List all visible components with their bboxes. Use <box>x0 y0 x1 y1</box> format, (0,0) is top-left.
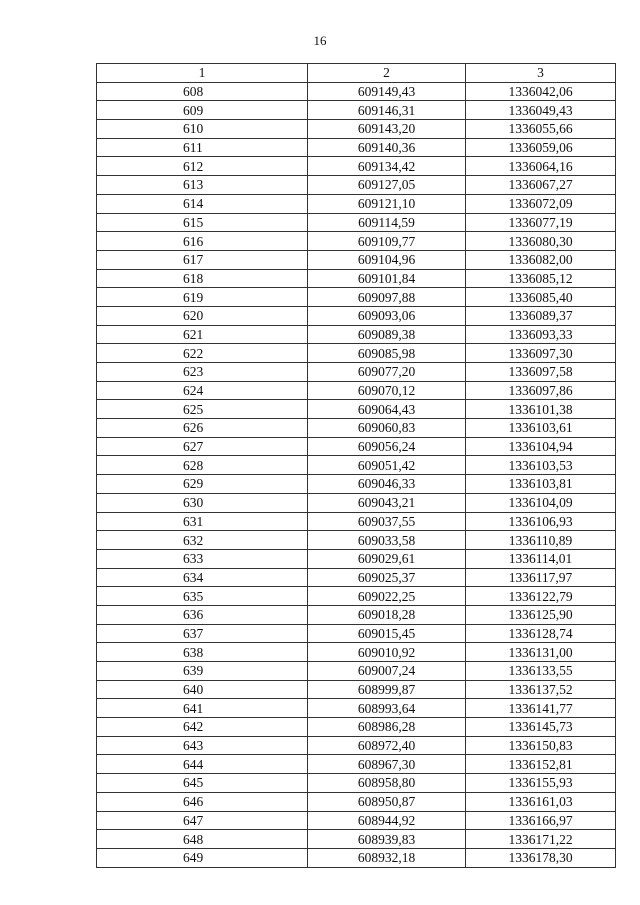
y-coordinate-cell: 1336067,27 <box>466 176 616 195</box>
table-row <box>97 699 616 718</box>
point-number-cell: 638 <box>97 643 308 662</box>
x-coordinate-cell: 608944,92 <box>308 811 466 830</box>
x-coordinate-cell: 609104,96 <box>308 250 466 269</box>
x-coordinate-cell: 609029,61 <box>308 549 466 568</box>
point-number-cell: 626 <box>97 419 308 438</box>
x-coordinate-cell: 609089,38 <box>308 325 466 344</box>
y-coordinate-cell: 1336106,93 <box>466 512 616 531</box>
table-row <box>97 419 616 438</box>
y-coordinate-cell: 1336104,94 <box>466 437 616 456</box>
x-coordinate-cell: 608972,40 <box>308 736 466 755</box>
y-coordinate-cell: 1336093,33 <box>466 325 616 344</box>
point-number-cell: 635 <box>97 587 308 606</box>
table-row <box>97 232 616 251</box>
y-coordinate-cell: 1336152,81 <box>466 755 616 774</box>
y-coordinate-cell: 1336104,09 <box>466 493 616 512</box>
table-row <box>97 120 616 139</box>
table-row <box>97 512 616 531</box>
y-coordinate-cell: 1336085,40 <box>466 288 616 307</box>
x-coordinate-cell: 609127,05 <box>308 176 466 195</box>
point-number-cell: 649 <box>97 848 308 867</box>
x-coordinate-cell: 609097,88 <box>308 288 466 307</box>
table-row <box>97 680 616 699</box>
point-number-cell: 643 <box>97 736 308 755</box>
x-coordinate-cell: 609070,12 <box>308 381 466 400</box>
point-number-cell: 610 <box>97 120 308 139</box>
point-number-cell: 645 <box>97 774 308 793</box>
x-coordinate-cell: 609033,58 <box>308 531 466 550</box>
table-row <box>97 568 616 587</box>
table-row <box>97 325 616 344</box>
x-coordinate-cell: 609143,20 <box>308 120 466 139</box>
table-row <box>97 269 616 288</box>
x-coordinate-cell: 609046,33 <box>308 475 466 494</box>
point-number-cell: 611 <box>97 138 308 157</box>
table-row <box>97 587 616 606</box>
x-coordinate-cell: 609121,10 <box>308 194 466 213</box>
table-row <box>97 176 616 195</box>
y-coordinate-cell: 1336097,58 <box>466 363 616 382</box>
point-number-cell: 620 <box>97 306 308 325</box>
table-row <box>97 456 616 475</box>
point-number-cell: 624 <box>97 381 308 400</box>
table-row <box>97 830 616 849</box>
x-coordinate-cell: 609037,55 <box>308 512 466 531</box>
y-coordinate-cell: 1336042,06 <box>466 82 616 101</box>
point-number-cell: 648 <box>97 830 308 849</box>
point-number-cell: 618 <box>97 269 308 288</box>
table-row <box>97 774 616 793</box>
page-number: 16 <box>313 33 327 48</box>
point-number-cell: 630 <box>97 493 308 512</box>
x-coordinate-cell: 608958,80 <box>308 774 466 793</box>
table-row <box>97 437 616 456</box>
table-row <box>97 250 616 269</box>
x-coordinate-cell: 609010,92 <box>308 643 466 662</box>
point-number-cell: 625 <box>97 400 308 419</box>
y-coordinate-cell: 1336161,03 <box>466 792 616 811</box>
table-header-row <box>97 64 616 83</box>
table-row <box>97 792 616 811</box>
table-row <box>97 363 616 382</box>
y-coordinate-cell: 1336064,16 <box>466 157 616 176</box>
y-coordinate-cell: 1336072,09 <box>466 194 616 213</box>
table-row <box>97 344 616 363</box>
point-number-cell: 637 <box>97 624 308 643</box>
table-row <box>97 848 616 867</box>
table-row <box>97 755 616 774</box>
y-coordinate-cell: 1336080,30 <box>466 232 616 251</box>
y-coordinate-cell: 1336141,77 <box>466 699 616 718</box>
point-number-cell: 634 <box>97 568 308 587</box>
y-coordinate-cell: 1336077,19 <box>466 213 616 232</box>
point-number-cell: 636 <box>97 605 308 624</box>
table-row <box>97 736 616 755</box>
table-row <box>97 400 616 419</box>
y-coordinate-cell: 1336097,86 <box>466 381 616 400</box>
point-number-cell: 622 <box>97 344 308 363</box>
y-coordinate-cell: 1336128,74 <box>466 624 616 643</box>
point-number-cell: 644 <box>97 755 308 774</box>
table-row <box>97 811 616 830</box>
point-number-cell: 642 <box>97 718 308 737</box>
x-coordinate-cell: 609015,45 <box>308 624 466 643</box>
coordinates-table <box>96 63 616 868</box>
table-row <box>97 493 616 512</box>
y-coordinate-cell: 1336145,73 <box>466 718 616 737</box>
y-coordinate-cell: 1336150,83 <box>466 736 616 755</box>
table-row <box>97 605 616 624</box>
x-coordinate-cell: 609085,98 <box>308 344 466 363</box>
y-coordinate-cell: 1336171,22 <box>466 830 616 849</box>
table-row <box>97 549 616 568</box>
point-number-cell: 646 <box>97 792 308 811</box>
point-number-cell: 641 <box>97 699 308 718</box>
x-coordinate-cell: 609007,24 <box>308 662 466 681</box>
point-number-cell: 632 <box>97 531 308 550</box>
y-coordinate-cell: 1336122,79 <box>466 587 616 606</box>
point-number-cell: 613 <box>97 176 308 195</box>
x-coordinate-cell: 609109,77 <box>308 232 466 251</box>
table-row <box>97 531 616 550</box>
x-coordinate-cell: 608999,87 <box>308 680 466 699</box>
y-coordinate-cell: 1336125,90 <box>466 605 616 624</box>
x-coordinate-cell: 609101,84 <box>308 269 466 288</box>
y-coordinate-cell: 1336097,30 <box>466 344 616 363</box>
point-number-cell: 616 <box>97 232 308 251</box>
table-row <box>97 306 616 325</box>
x-coordinate-cell: 609051,42 <box>308 456 466 475</box>
y-coordinate-cell: 1336101,38 <box>466 400 616 419</box>
x-coordinate-cell: 608967,30 <box>308 755 466 774</box>
y-coordinate-cell: 1336059,06 <box>466 138 616 157</box>
x-coordinate-cell: 609146,31 <box>308 101 466 120</box>
y-coordinate-cell: 1336137,52 <box>466 680 616 699</box>
table-row <box>97 288 616 307</box>
point-number-cell: 640 <box>97 680 308 699</box>
point-number-cell: 617 <box>97 250 308 269</box>
table-body <box>97 82 616 867</box>
y-coordinate-cell: 1336055,66 <box>466 120 616 139</box>
point-number-cell: 631 <box>97 512 308 531</box>
x-coordinate-cell: 609140,36 <box>308 138 466 157</box>
table-row <box>97 157 616 176</box>
point-number-cell: 621 <box>97 325 308 344</box>
table-row <box>97 624 616 643</box>
table-row <box>97 194 616 213</box>
column-header-point: 1 <box>97 64 308 83</box>
y-coordinate-cell: 1336114,01 <box>466 549 616 568</box>
y-coordinate-cell: 1336103,53 <box>466 456 616 475</box>
y-coordinate-cell: 1336178,30 <box>466 848 616 867</box>
y-coordinate-cell: 1336131,00 <box>466 643 616 662</box>
point-number-cell: 614 <box>97 194 308 213</box>
x-coordinate-cell: 609018,28 <box>308 605 466 624</box>
y-coordinate-cell: 1336133,55 <box>466 662 616 681</box>
column-header-x: 2 <box>308 64 466 83</box>
column-header-y: 3 <box>466 64 616 83</box>
point-number-cell: 619 <box>97 288 308 307</box>
point-number-cell: 609 <box>97 101 308 120</box>
table-row <box>97 82 616 101</box>
x-coordinate-cell: 609043,21 <box>308 493 466 512</box>
point-number-cell: 627 <box>97 437 308 456</box>
table-row <box>97 662 616 681</box>
x-coordinate-cell: 608932,18 <box>308 848 466 867</box>
x-coordinate-cell: 609134,42 <box>308 157 466 176</box>
y-coordinate-cell: 1336117,97 <box>466 568 616 587</box>
point-number-cell: 628 <box>97 456 308 475</box>
y-coordinate-cell: 1336089,37 <box>466 306 616 325</box>
point-number-cell: 608 <box>97 82 308 101</box>
table-row <box>97 101 616 120</box>
x-coordinate-cell: 609077,20 <box>308 363 466 382</box>
y-coordinate-cell: 1336082,00 <box>466 250 616 269</box>
point-number-cell: 629 <box>97 475 308 494</box>
x-coordinate-cell: 609149,43 <box>308 82 466 101</box>
table-row <box>97 213 616 232</box>
x-coordinate-cell: 608950,87 <box>308 792 466 811</box>
x-coordinate-cell: 609114,59 <box>308 213 466 232</box>
x-coordinate-cell: 609022,25 <box>308 587 466 606</box>
point-number-cell: 639 <box>97 662 308 681</box>
x-coordinate-cell: 608939,83 <box>308 830 466 849</box>
point-number-cell: 615 <box>97 213 308 232</box>
table-row <box>97 718 616 737</box>
x-coordinate-cell: 609060,83 <box>308 419 466 438</box>
y-coordinate-cell: 1336166,97 <box>466 811 616 830</box>
point-number-cell: 647 <box>97 811 308 830</box>
table-row <box>97 643 616 662</box>
y-coordinate-cell: 1336103,61 <box>466 419 616 438</box>
x-coordinate-cell: 609093,06 <box>308 306 466 325</box>
y-coordinate-cell: 1336049,43 <box>466 101 616 120</box>
x-coordinate-cell: 609056,24 <box>308 437 466 456</box>
x-coordinate-cell: 608986,28 <box>308 718 466 737</box>
x-coordinate-cell: 609025,37 <box>308 568 466 587</box>
y-coordinate-cell: 1336103,81 <box>466 475 616 494</box>
table-row <box>97 475 616 494</box>
y-coordinate-cell: 1336155,93 <box>466 774 616 793</box>
x-coordinate-cell: 608993,64 <box>308 699 466 718</box>
point-number-cell: 623 <box>97 363 308 382</box>
point-number-cell: 612 <box>97 157 308 176</box>
x-coordinate-cell: 609064,43 <box>308 400 466 419</box>
y-coordinate-cell: 1336110,89 <box>466 531 616 550</box>
point-number-cell: 633 <box>97 549 308 568</box>
table-row <box>97 381 616 400</box>
table-row <box>97 138 616 157</box>
y-coordinate-cell: 1336085,12 <box>466 269 616 288</box>
